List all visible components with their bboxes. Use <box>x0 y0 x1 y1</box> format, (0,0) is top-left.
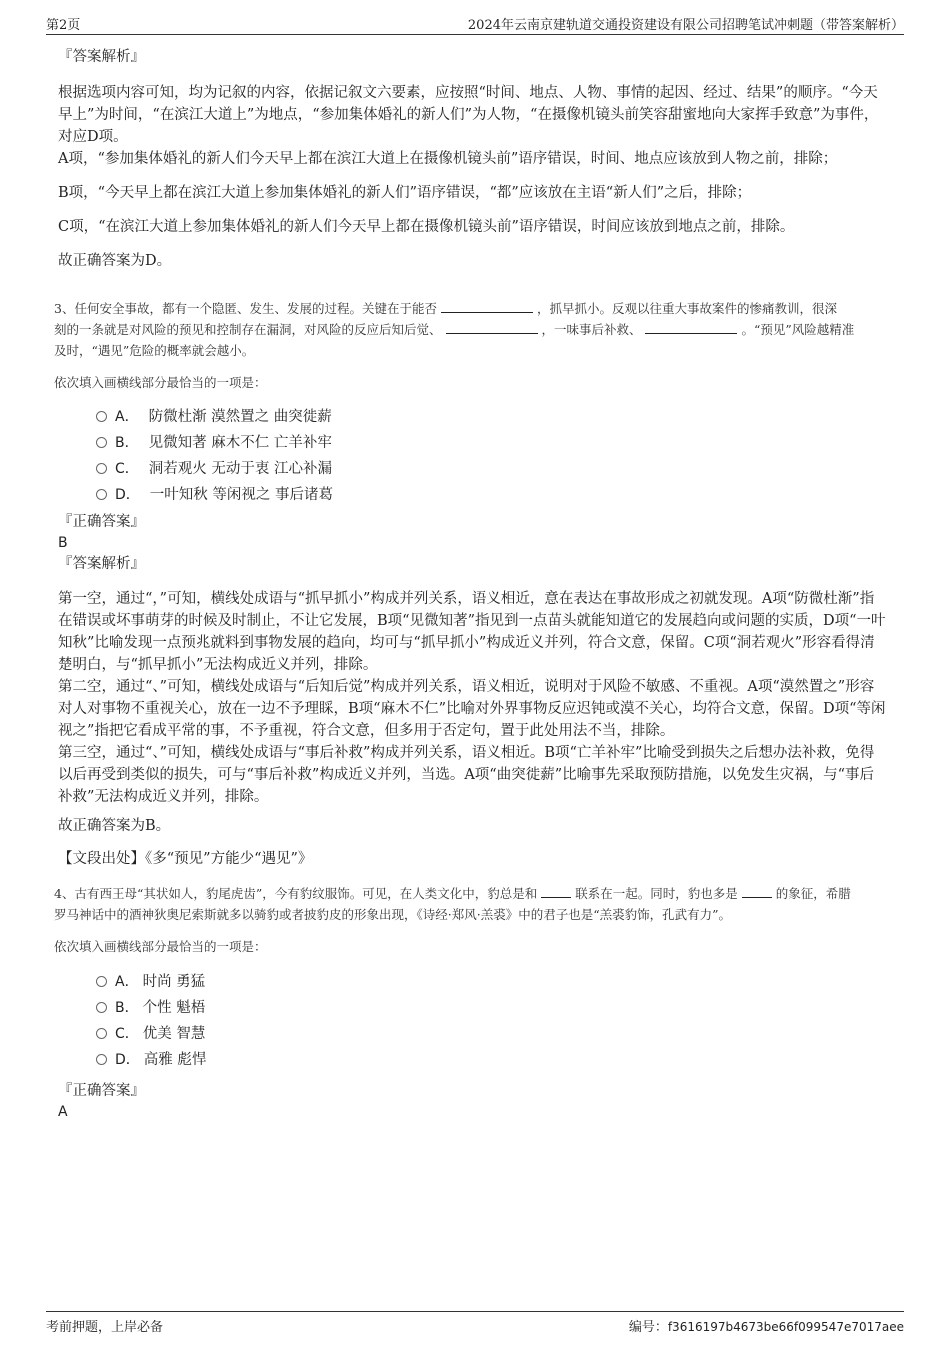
q4-answer: A <box>58 1104 68 1120</box>
q2-answer-conclusion: 故正确答案为D。 <box>58 253 172 269</box>
q4-blank-2 <box>742 883 772 898</box>
q4-prompt: 依次填入画横线部分最恰当的一项是： <box>54 939 267 954</box>
q4-option-a[interactable]: A． 时尚 勇猛 <box>96 972 205 992</box>
q4-option-b[interactable]: B． 个性 魁梧 <box>96 998 205 1018</box>
radio-icon[interactable] <box>96 463 107 474</box>
q4-option-c[interactable]: C． 优美 智慧 <box>96 1024 205 1044</box>
radio-icon[interactable] <box>96 1028 107 1039</box>
q3-analysis-p1: 第一空，通过“，”可知，横线处成语与“抓早抓小”构成并列关系，语义相近，意在表达在事故形成之初就发现。A项“防微杜渐”指在错误或坏事萌芽的时候及时制止，不让它发展，B项“见微知著”指见到一点苗头就能知道它的发展趋向或问题的实质，D项“一叶知秋”比喻发现一点预兆就料到事物发展的趋向，均可与“抓早抓小”构成近义并列，符合文意，保留。C项“洞若观火”形容看得清楚明白，与“抓早抓小”无法构成近义并列，排除。 <box>58 591 886 673</box>
radio-icon[interactable] <box>96 489 107 500</box>
page-number: 第2页 <box>46 18 81 33</box>
q3-stem-text: 刻的一条就是对风险的预见和控制存在漏洞，对风险的反应后知后觉、 <box>54 322 442 337</box>
q4-answer-label: 『正确答案』 <box>58 1083 145 1099</box>
document-title: 2024年云南京建轨道交通投资建设有限公司招聘笔试冲刺题（带答案解析） <box>467 18 904 33</box>
q3-analysis-p3: 第三空，通过“、”可知，横线处成语与“事后补救”构成并列关系，语义相近。B项“亡羊补牢”比喻受到损失之后想办法补救，免得以后再受到类似的损失，可与“事后补救”构成近义并列，当选。A项“曲突徙薪”比喻事先采取预防措施，以免发生灾祸，与“事后补救”无法构成近义并列，排除。 <box>58 745 875 805</box>
q3-option-a[interactable]: A． 防微杜渐 漠然置之 曲突徙薪 <box>96 407 332 427</box>
q4-stem-text: 罗马神话中的酒神狄奥尼索斯就多以骑豹或者披豹皮的形象出现，《诗经·郑风·羔裘》中的君子也是“羔裘豹饰，孔武有力”。 <box>54 907 731 922</box>
q3-stem <box>54 298 900 361</box>
footer-code: 编号：f3616197b4673be66f099547e7017aee <box>628 1320 904 1335</box>
q3-blank-2 <box>446 319 538 334</box>
footer-slogan: 考前押题，上岸必备 <box>46 1320 164 1335</box>
page-footer <box>46 1311 904 1336</box>
q4-stem-text: 的象征，希腊 <box>775 886 851 901</box>
radio-icon[interactable] <box>96 1054 107 1065</box>
q2-analysis-p4: C项，“在滨江大道上参加集体婚礼的新人们今天早上都在摄像机镜头前”语序错误，时间应该放到地点之前，排除。 <box>58 219 795 235</box>
q3-answer-conclusion: 故正确答案为B。 <box>58 818 171 834</box>
q3-prompt: 依次填入画横线部分最恰当的一项是： <box>54 375 267 390</box>
q2-analysis-p1: 根据选项内容可知，均为记叙的内容，依据记叙文六要素，应按照“时间、地点、人物、事情的起因、经过、结果”的顺序。“今天早上”为时间，“在滨江大道上”为地点，“参加集体婚礼的新人们”为人物，“在摄像机镜头前笑容甜蜜地向大家挥手致意”为事件，对应D项。 <box>58 85 879 145</box>
q3-option-d[interactable]: D． 一叶知秋 等闲视之 事后诸葛 <box>96 485 333 505</box>
q3-stem-text: ，抓早抓小。反观以往重大事故案件的惨痛教训，很深 <box>536 301 837 316</box>
radio-icon[interactable] <box>96 1002 107 1013</box>
q3-answer-label: 『正确答案』 <box>58 514 145 530</box>
q3-source: 【文段出处】《多“预见”方能少“遇见”》 <box>58 851 313 867</box>
q4-stem-text: 4、古有西王母“其状如人，豹尾虎齿”，今有豹纹服饰。可见，在人类文化中，豹总是和 <box>54 886 538 901</box>
q4-blank-1 <box>541 883 571 898</box>
q4-option-d[interactable]: D． 高雅 彪悍 <box>96 1050 206 1070</box>
q3-stem-text: ，一味事后补救、 <box>541 322 642 337</box>
q4-stem-text: 联系在一起。同时，豹也多是 <box>575 886 738 901</box>
q3-analysis-label: 『答案解析』 <box>58 556 145 572</box>
page-header <box>46 14 904 35</box>
radio-icon[interactable] <box>96 976 107 987</box>
q3-option-c[interactable]: C． 洞若观火 无动于衷 江心补漏 <box>96 459 332 479</box>
q4-stem <box>54 883 900 925</box>
radio-icon[interactable] <box>96 411 107 422</box>
q2-analysis-label: 『答案解析』 <box>58 49 145 65</box>
q2-analysis-p2: A项，“参加集体婚礼的新人们今天早上都在滨江大道上在摄像机镜头前”语序错误，时间、地点应该放到人物之前，排除； <box>58 151 838 167</box>
q3-stem-text: 。“预见”风险越精准 <box>741 322 855 337</box>
q3-blank-1 <box>441 298 533 313</box>
radio-icon[interactable] <box>96 437 107 448</box>
q3-stem-text: 3、任何安全事故，都有一个隐匿、发生、发展的过程。关键在于能否 <box>54 301 437 316</box>
q2-analysis-p3: B项，“今天早上都在滨江大道上参加集体婚礼的新人们”语序错误，“都”应该放在主语“新人们”之后，排除； <box>58 185 752 201</box>
q3-option-b[interactable]: B． 见微知著 麻木不仁 亡羊补牢 <box>96 433 332 453</box>
q3-analysis-p2: 第二空，通过“、”可知，横线处成语与“后知后觉”构成并列关系，语义相近，说明对于风险不敏感、不重视。A项“漠然置之”形容对人对事物不重视关心，放在一边不予理睬，B项“麻木不仁”比喻对外界事物反应迟钝或漠不关心，均符合文意，保留。D项“等闲视之”指把它看成平常的事，不予重视，符合文意，但多用于否定句，置于此处用法不当，排除。 <box>58 679 886 739</box>
q3-answer: B <box>58 535 68 551</box>
q3-blank-3 <box>645 319 737 334</box>
q3-stem-text: 及时，“遇见”危险的概率就会越小。 <box>54 343 255 358</box>
